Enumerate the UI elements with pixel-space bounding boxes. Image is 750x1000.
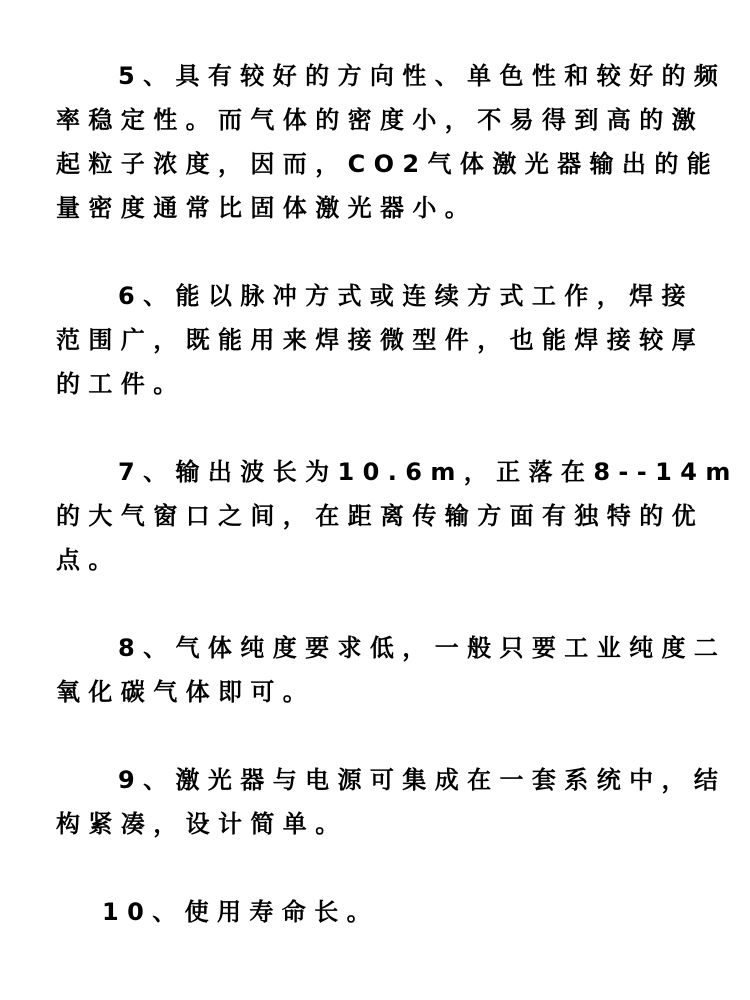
paragraph-line: 10、使用寿命长。 xyxy=(102,898,379,926)
paragraph-line: 起粒子浓度，因而，CO2气体激光器输出的能 xyxy=(56,150,720,178)
paragraph-line: 5、具有较好的方向性、单色性和较好的频 xyxy=(118,62,727,90)
paragraph-item-7 xyxy=(56,450,739,582)
paragraph-line: 的大气窗口之间，在距离传输方面有独特的优 xyxy=(56,502,704,530)
paragraph-line: 点。 xyxy=(56,546,121,574)
paragraph-item-9 xyxy=(56,758,727,846)
paragraph-item-5 xyxy=(56,54,727,230)
paragraph-item-10 xyxy=(56,890,716,934)
paragraph-line: 量密度通常比固体激光器小。 xyxy=(56,194,478,222)
paragraph-line: 8、气体纯度要求低，一般只要工业纯度二 xyxy=(118,634,727,662)
paragraph-line: 构紧凑，设计简单。 xyxy=(56,810,348,838)
paragraph-line: 率稳定性。而气体的密度小，不易得到高的激 xyxy=(56,106,704,134)
paragraph-line: 的工件。 xyxy=(56,370,186,398)
paragraph-line: 范围广，既能用来焊接微型件，也能焊接较厚 xyxy=(56,326,704,354)
paragraph-item-8 xyxy=(56,626,727,714)
paragraph-line: 6、能以脉冲方式或连续方式工作，焊接 xyxy=(118,282,694,310)
paragraph-line: 氧化碳气体即可。 xyxy=(56,678,316,706)
paragraph-line: 7、输出波长为10.6m，正落在8--14m xyxy=(118,458,739,486)
paragraph-item-6 xyxy=(56,274,716,406)
paragraph-line: 9、激光器与电源可集成在一套系统中，结 xyxy=(118,766,727,794)
